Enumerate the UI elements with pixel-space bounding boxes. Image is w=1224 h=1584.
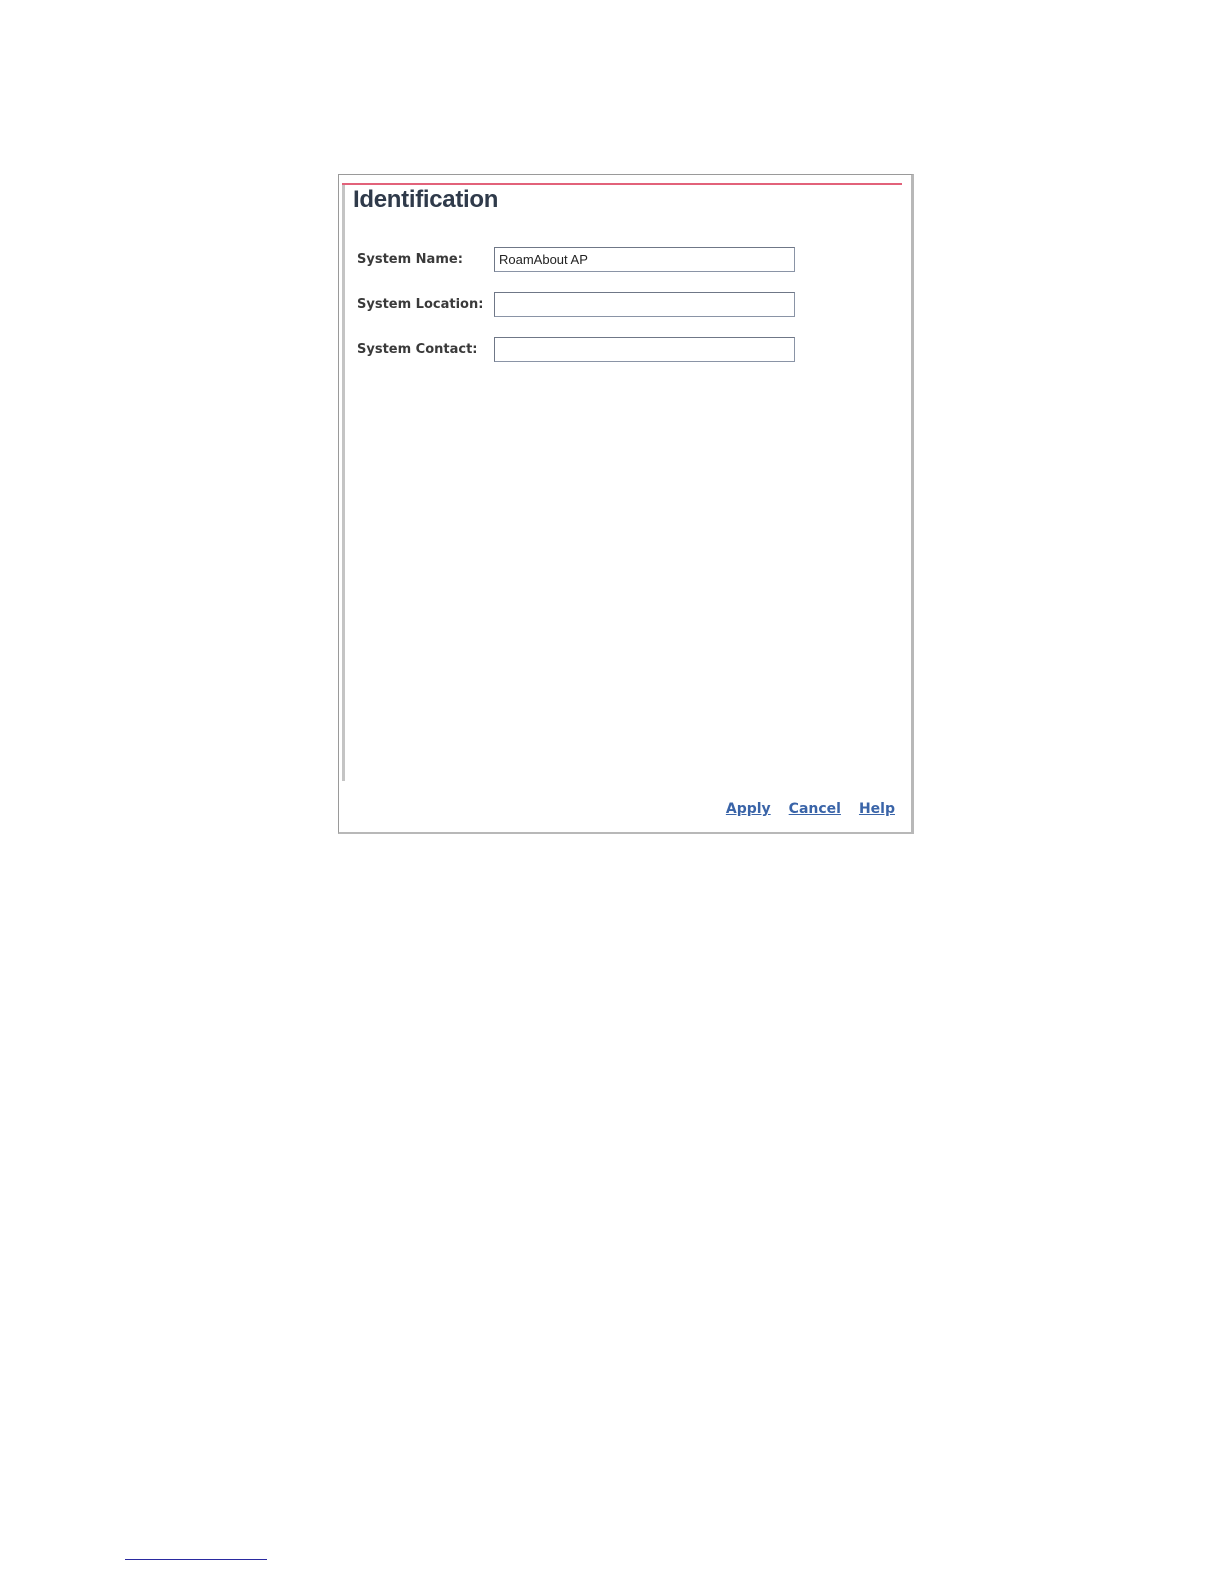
footnote-separator bbox=[125, 1559, 267, 1560]
system-contact-label: System Contact: bbox=[357, 342, 478, 357]
cancel-link[interactable]: Cancel bbox=[788, 801, 841, 817]
system-location-input[interactable] bbox=[494, 292, 795, 317]
system-name-label: System Name: bbox=[357, 252, 463, 267]
panel-left-rule bbox=[342, 185, 345, 781]
page-title: Identification bbox=[353, 186, 499, 213]
apply-link[interactable]: Apply bbox=[725, 801, 771, 817]
identification-panel bbox=[338, 174, 914, 834]
action-links bbox=[726, 801, 895, 817]
system-location-label: System Location: bbox=[357, 297, 484, 312]
system-contact-input[interactable] bbox=[494, 337, 795, 362]
title-accent-line bbox=[342, 183, 902, 185]
help-link[interactable]: Help bbox=[858, 801, 895, 817]
system-name-input[interactable] bbox=[494, 247, 795, 272]
